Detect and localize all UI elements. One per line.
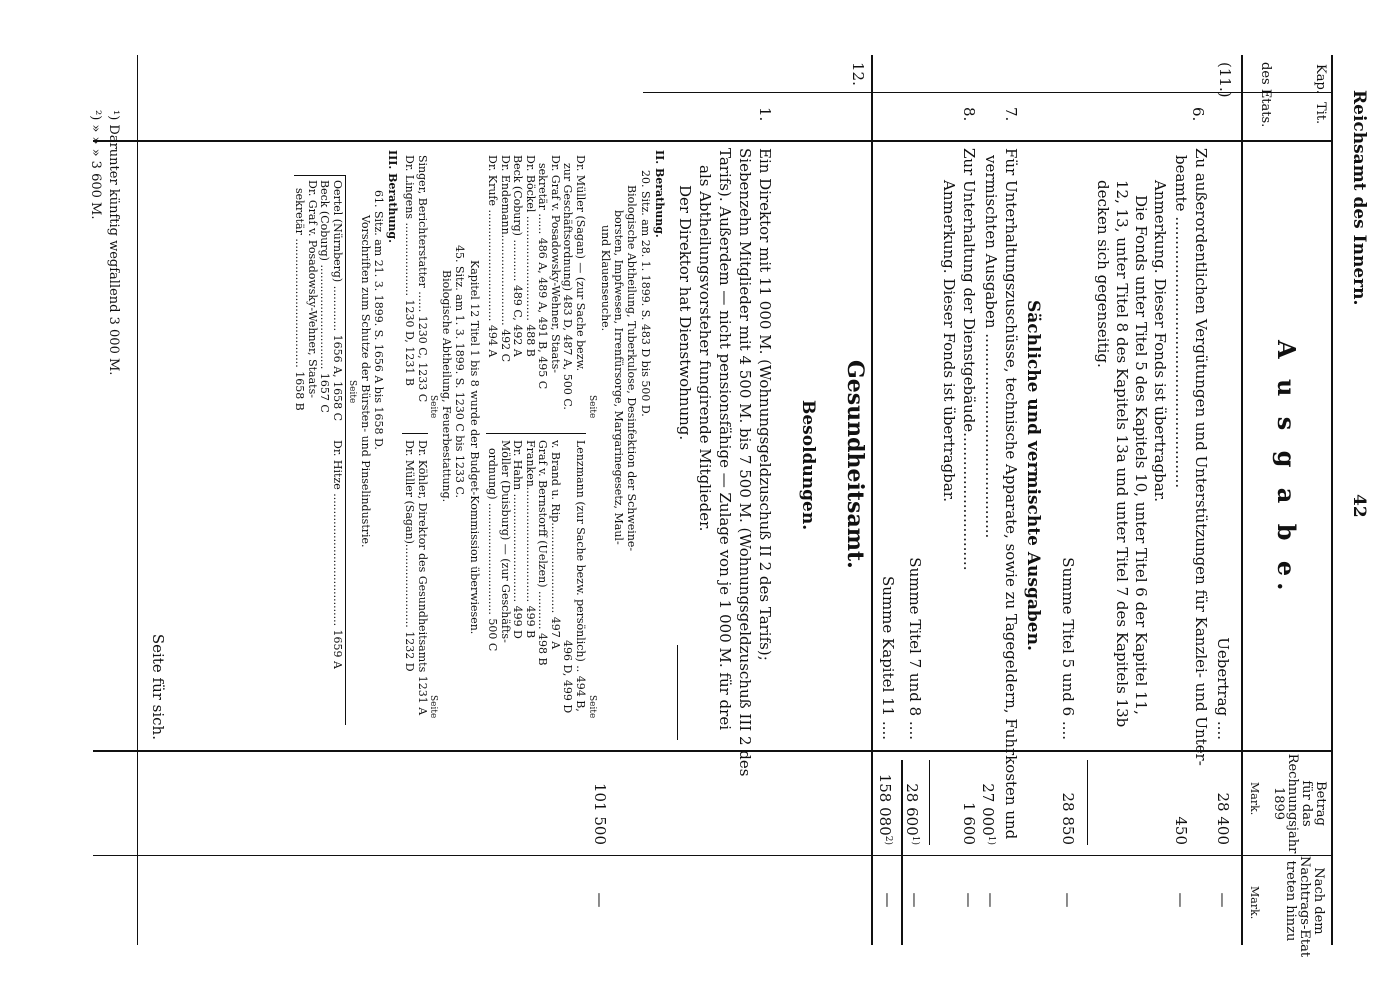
running-title: Reichsamt des Innern.	[1349, 90, 1369, 306]
tit-8-label: 8.	[960, 107, 978, 122]
tit-1-leader-rule	[677, 645, 678, 740]
summe-5-6-nachtrag-dash: —	[1059, 892, 1077, 908]
anmerkung-line-4: decken sich gegenseitig.	[1094, 180, 1112, 368]
summe-7-8-nachtrag-dash: —	[906, 892, 924, 908]
sitzung-45: 45. Sitz. am 1. 3. 1899. S. 1230 C bis 1233 C.	[453, 245, 466, 498]
dritte-beratung-bracket	[294, 175, 346, 176]
anmerkung-line-1: Anmerkung. Dieser Fonds ist übertragbar.	[1151, 180, 1169, 503]
kap-11-label: (11.)	[1216, 62, 1234, 98]
list-item: Dr. Müller (Sagan)........................ 1232 D	[403, 440, 417, 672]
tit-1-label: 1.	[756, 107, 774, 122]
col-nachtrag-header: Nach dem Nachtrags-Etat treten hinzu	[1283, 856, 1326, 958]
col-betrag-header: Betrag für das Rechnungsjahr 1899	[1271, 753, 1328, 854]
dritte-beratung-rule	[345, 175, 346, 725]
list-item: Dr. Köhler, Direktor des Gesundheitsamts 1231 A	[416, 440, 429, 716]
tit-7-label: 7.	[1002, 107, 1020, 122]
list-item: Dr. Endemann.......................... 492 C	[499, 155, 512, 363]
tit-1-text-1: Ein Direktor mit 11 000 M. (Wohnungsgeldzuschuß II 2 des Tarifs);	[756, 148, 774, 661]
list-item: Dr. Graf v. Posadowsky-Wehner, Staats-	[549, 155, 562, 373]
betrag-column-divider	[93, 855, 1333, 856]
seite-header-left: Seite	[587, 395, 597, 419]
list-item: ordnung) ................................ 500 C	[486, 448, 500, 652]
tit-7-text-1: Für Unterhaltungszuschüsse, technische Apparate, sowie zu Tagegeldern, Fuhrkosten und	[1002, 148, 1020, 840]
tit-1-text-5: Der Direktor hat Dienstwohnung.	[676, 185, 694, 441]
section-heading: A u s g a b e.	[1272, 340, 1301, 597]
summe-titel-7-8-label: Summe Titel 7 und 8 ....	[906, 557, 924, 740]
tit-8-text-1: Zur Unterhaltung der Dienstgebäude.............................	[960, 148, 978, 571]
list-item: Dr. Graf v. Posadowsky-Wehner, Staats-	[306, 180, 319, 398]
kapitel-11-end-rule	[871, 55, 873, 945]
right-entries-2	[403, 440, 428, 715]
list-item: Dr. Lingens ..................... 1230 D, 1231 B	[403, 155, 417, 386]
list-item: Singer, Berichterstatter ...... 1230 C, 1233 C	[416, 155, 429, 403]
footnote-2: ²) » » » 3 600 M.	[88, 110, 103, 220]
summe-titel-7-8-value: 28 600$^{1)}$	[903, 783, 921, 845]
tit-1-nachtrag-dash: —	[591, 892, 609, 908]
list-item: Beck (Coburg) ............ 489 C, 492 A	[511, 155, 525, 357]
biologische-feuerbestattung: Biologische Abtheilung, Feuerbestattung.	[440, 270, 453, 503]
list-item: 496 D, 499 D	[561, 640, 575, 714]
list-item: Beck (Coburg) .............................. 1657 C	[318, 180, 332, 413]
col-des-etats-label: des Etats.	[1258, 62, 1273, 128]
ubertrag-value: 28 400	[1214, 792, 1232, 845]
footnote-1: ¹) Darunter künftig wegfallend 3 000 M.	[106, 110, 121, 376]
list-item: Graf v. Bernstorff (Uelzen) ........... 498 B	[536, 440, 550, 666]
unit-mark-betrag: Mark.	[1248, 782, 1261, 816]
sitzung-20: 20. Sitz. am 28. 1. 1899. S. 483 D bis 500 D.	[639, 170, 652, 417]
tit-1-text-2: Siebenzehn Mitglieder mit 4 500 M. bis 7 500 M. (Wohnungsgeldzuschuß III 2 des	[736, 148, 754, 777]
sachliche-ausgaben-heading: Sächliche und vermischte Ausgaben.	[1023, 300, 1043, 651]
kap-12-label: 12.	[849, 62, 867, 86]
ubertrag-label: Uebertrag ....	[1214, 637, 1232, 740]
unit-mark-nachtrag: Mark.	[1248, 886, 1261, 920]
summe-titel-5-6-value: 28 850	[1059, 792, 1077, 845]
list-item: sekretär ...... 486 A, 489 A, 491 B, 495 C	[536, 163, 550, 390]
col-tit-label: Tit.	[1313, 102, 1328, 125]
tit-8-text-2: Anmerkung. Dieser Fonds ist übertragbar.	[940, 180, 958, 503]
table-header-rule	[1241, 55, 1243, 945]
list-item: Möller (Duisburg) — (zur Geschäfts-	[499, 440, 512, 643]
ubertrag-nachtrag-dash: —	[1214, 892, 1232, 908]
summe-kap-11-rule-top	[901, 760, 903, 945]
anmerkung-line-3: 12, 13, unter Titel 8 des Kapitels 13a und unter Titel 7 des Kapitels 13b	[1113, 180, 1131, 728]
entries-divider-1	[486, 433, 586, 434]
seite-header-right-2: Seite	[428, 695, 438, 719]
list-item: Dr. Böckel .............................. 488 B	[524, 155, 537, 357]
list-item: Lenzmann (zur Sache bezw. persönlich) .. 494 B,	[574, 440, 587, 712]
list-item: Dr. Hitze ...................................... 1659 A	[331, 440, 344, 669]
list-item: Dr. Hahn ............................... 499 D	[511, 440, 525, 639]
entries-divider-2	[402, 433, 428, 434]
gesundheitsamt-heading: Gesundheitsamt.	[842, 360, 868, 569]
tit-7-nachtrag-dash: —	[982, 892, 1000, 908]
zweite-beratung-heading: II. Berathung.	[653, 150, 666, 238]
page-number: 42	[1349, 494, 1369, 518]
seite-header-right: Seite	[587, 695, 597, 719]
seite-header-left-3: Seite	[347, 380, 357, 404]
summe-kapitel-11-value: 158 080$^{2)}$	[876, 773, 894, 845]
summe-kapitel-11-label: Summe Kapitel 11 ....	[879, 576, 897, 740]
kapitel-12-note: Kapitel 12 Titel 1 bis 8 wurde der Budget-Kommission überwiesen.	[468, 260, 481, 635]
list-item: Oertel (Nürnberg) ............. 1656 A, 1658 C	[331, 180, 344, 422]
tit-7-text-2: vermischten Ausgaben ...........................................	[982, 155, 1000, 539]
sitzung-61: 61. Sitz. am 21. 3. 1899. S. 1656 A bis 1658 D.	[372, 190, 385, 450]
summe-titel-5-6-label: Summe Titel 5 und 6 ....	[1059, 557, 1077, 740]
tit-8-value: 1 600	[960, 802, 978, 845]
page-bottom-rule	[137, 55, 138, 945]
tit-6-text-1: Zu außerordentlichen Vergütungen und Unterstützungen für Kanzlei- und Unter-	[1192, 148, 1210, 766]
list-item: zur Geschäftsordnung) 483 D, 487 A, 500 C.	[561, 163, 575, 410]
list-item: Dr. Müller (Sagan) — (zur Sache bezw.	[574, 155, 587, 372]
tit-8-nachtrag-dash: —	[960, 892, 978, 908]
tit-1-text-3: Tarifs). Außerdem — nicht pensionsfähige — Zulage von je 1 000 M. für drei	[716, 148, 734, 730]
biologische-line-2: borsten, Impfwesen, Irrenfürsorge, Margarinegesetz, Maul-	[612, 210, 625, 545]
tit-column-divider	[93, 140, 1333, 142]
tit-6-label: 6.	[1189, 107, 1207, 122]
summe-7-8-rule	[929, 760, 930, 845]
tit-1-value: 101 500	[591, 782, 609, 845]
seite-fur-sich: Seite für sich.	[149, 633, 167, 740]
seite-header-left-2: Seite	[428, 395, 438, 419]
list-item: Dr. Krufe ................................ 494 A	[486, 155, 500, 358]
biologische-line-3: und Klauenseuche.	[599, 225, 612, 332]
text-column-divider	[93, 750, 1333, 752]
tit-7-value: 27 000$^{1)}$	[979, 783, 997, 845]
right-entries-1	[486, 440, 586, 713]
tit-6-value: 450	[1172, 816, 1190, 845]
left-entries-3	[293, 180, 343, 421]
col-kap-label: Kap.	[1313, 64, 1328, 94]
summe-5-6-rule	[1087, 760, 1088, 845]
vorschriften-buersten: Vorschriften zum Schutze der Bürsten- und Pinselindustrie.	[359, 215, 372, 548]
anmerkung-line-2: Die Fonds unter Titel 5 des Kapitels 10, unter Titel 6 der Kapitel 11,	[1132, 195, 1150, 715]
list-item: sekretär ..................................... 1658 B	[293, 188, 307, 411]
left-entries-1	[486, 155, 586, 410]
list-item: v. Brand u. Rip.......................... 497 A	[549, 440, 562, 650]
tit-1-text-4: als Abtheilungsvorsteher fungirende Mitglieder.	[696, 165, 714, 532]
summe-kap-11-nachtrag-dash: —	[879, 892, 897, 908]
left-entries-2	[403, 155, 428, 402]
table-top-rule	[1331, 55, 1333, 945]
besoldungen-heading: Besoldungen.	[798, 400, 818, 531]
dritte-beratung-heading: III. Berathung.	[386, 150, 399, 243]
biologische-line-1: Biologische Abtheilung, Tuberkulose, Desinfektion der Schweine-	[625, 185, 638, 552]
tit-6-nachtrag-dash: —	[1172, 892, 1190, 908]
right-entries-3	[331, 440, 344, 669]
tit-6-text-2: beamte .........................................................	[1172, 155, 1190, 489]
list-item: Franken................................. 499 B	[524, 440, 537, 639]
